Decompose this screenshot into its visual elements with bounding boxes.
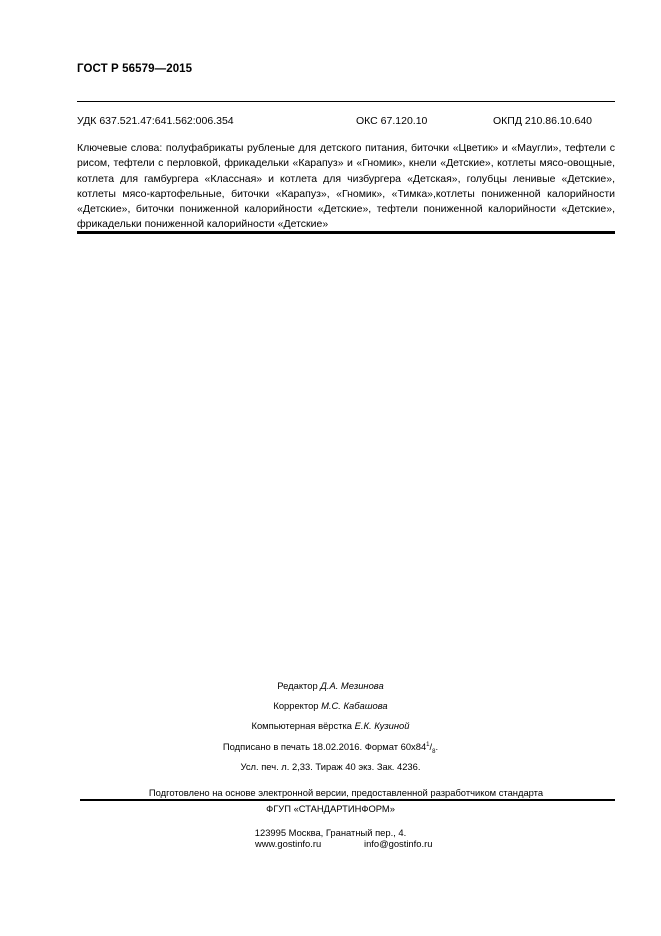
website-link[interactable]: www.gostinfo.ru — [255, 838, 322, 849]
layout-line — [0, 720, 661, 731]
colophon-divider — [80, 799, 615, 801]
publisher-name: ФГУП «СТАНДАРТИНФОРМ» — [266, 803, 395, 814]
editor-name: Д.А. Мезинова — [320, 680, 384, 691]
format-sub: 8 — [432, 748, 436, 755]
editor-line — [0, 680, 661, 691]
corrector-name: М.С. Кабашова — [321, 700, 388, 711]
print-info: Усл. печ. л. 2,33. Тираж 40 экз. Зак. 4236. — [240, 761, 421, 772]
udk-code: УДК 637.521.47:641.562:006.354 — [77, 115, 234, 127]
corrector-line — [0, 700, 661, 711]
format-sup: 1 — [426, 741, 430, 748]
oks-code: ОКС 67.120.10 — [356, 115, 428, 127]
email-link[interactable]: info@gostinfo.ru — [364, 838, 433, 849]
layout-name: Е.К. Кузиной — [354, 720, 410, 731]
signed-end: . — [435, 741, 439, 752]
okpd-code: ОКПД 210.86.10.640 — [493, 115, 593, 127]
corrector-label: Корректор — [273, 700, 319, 711]
document-code: ГОСТ Р 56579—2015 — [77, 63, 193, 75]
top-divider — [77, 101, 615, 102]
keywords-divider — [77, 231, 615, 234]
prepared-note: Подготовлено на основе электронной версии, предоставленной разработчиком стандарта — [148, 787, 544, 798]
signed-line: Подписано в печать 18.02.2016. Формат $60х84^1/_8$. — [222, 741, 439, 755]
keywords-text: Ключевые слова: полуфабрикаты рубленые для детского питания, биточки «Цветик» и «Маугли», тефтели с рисом, тефтели с перловкой, фрикадельки «Карапуз» и «Гномик», кнели «Детские», котлеты мясо-овощные, котлета для гамбургера «Классная» и котлета для чизбургера «Детская», голубцы ленивые «Детские», котлеты мясо-картофельные, биточки «Карапуз», «Гномик», «Тимка»,котлеты пониженной калорийности «Детские», биточки пониженной калорийности «Детские», тефтели пониженной калорийности «Детские», фрикадельки пониженной калорийности «Детские» — [77, 142, 615, 231]
publisher-address: 123995 Москва, Гранатный пер., 4. — [254, 827, 407, 838]
signed-text: Подписано в печать 18.02.2016. Формат 60х84 — [222, 741, 427, 752]
keywords-block — [77, 141, 615, 233]
editor-label: Редактор — [277, 680, 318, 691]
layout-label: Компьютерная вёрстка — [251, 720, 353, 731]
